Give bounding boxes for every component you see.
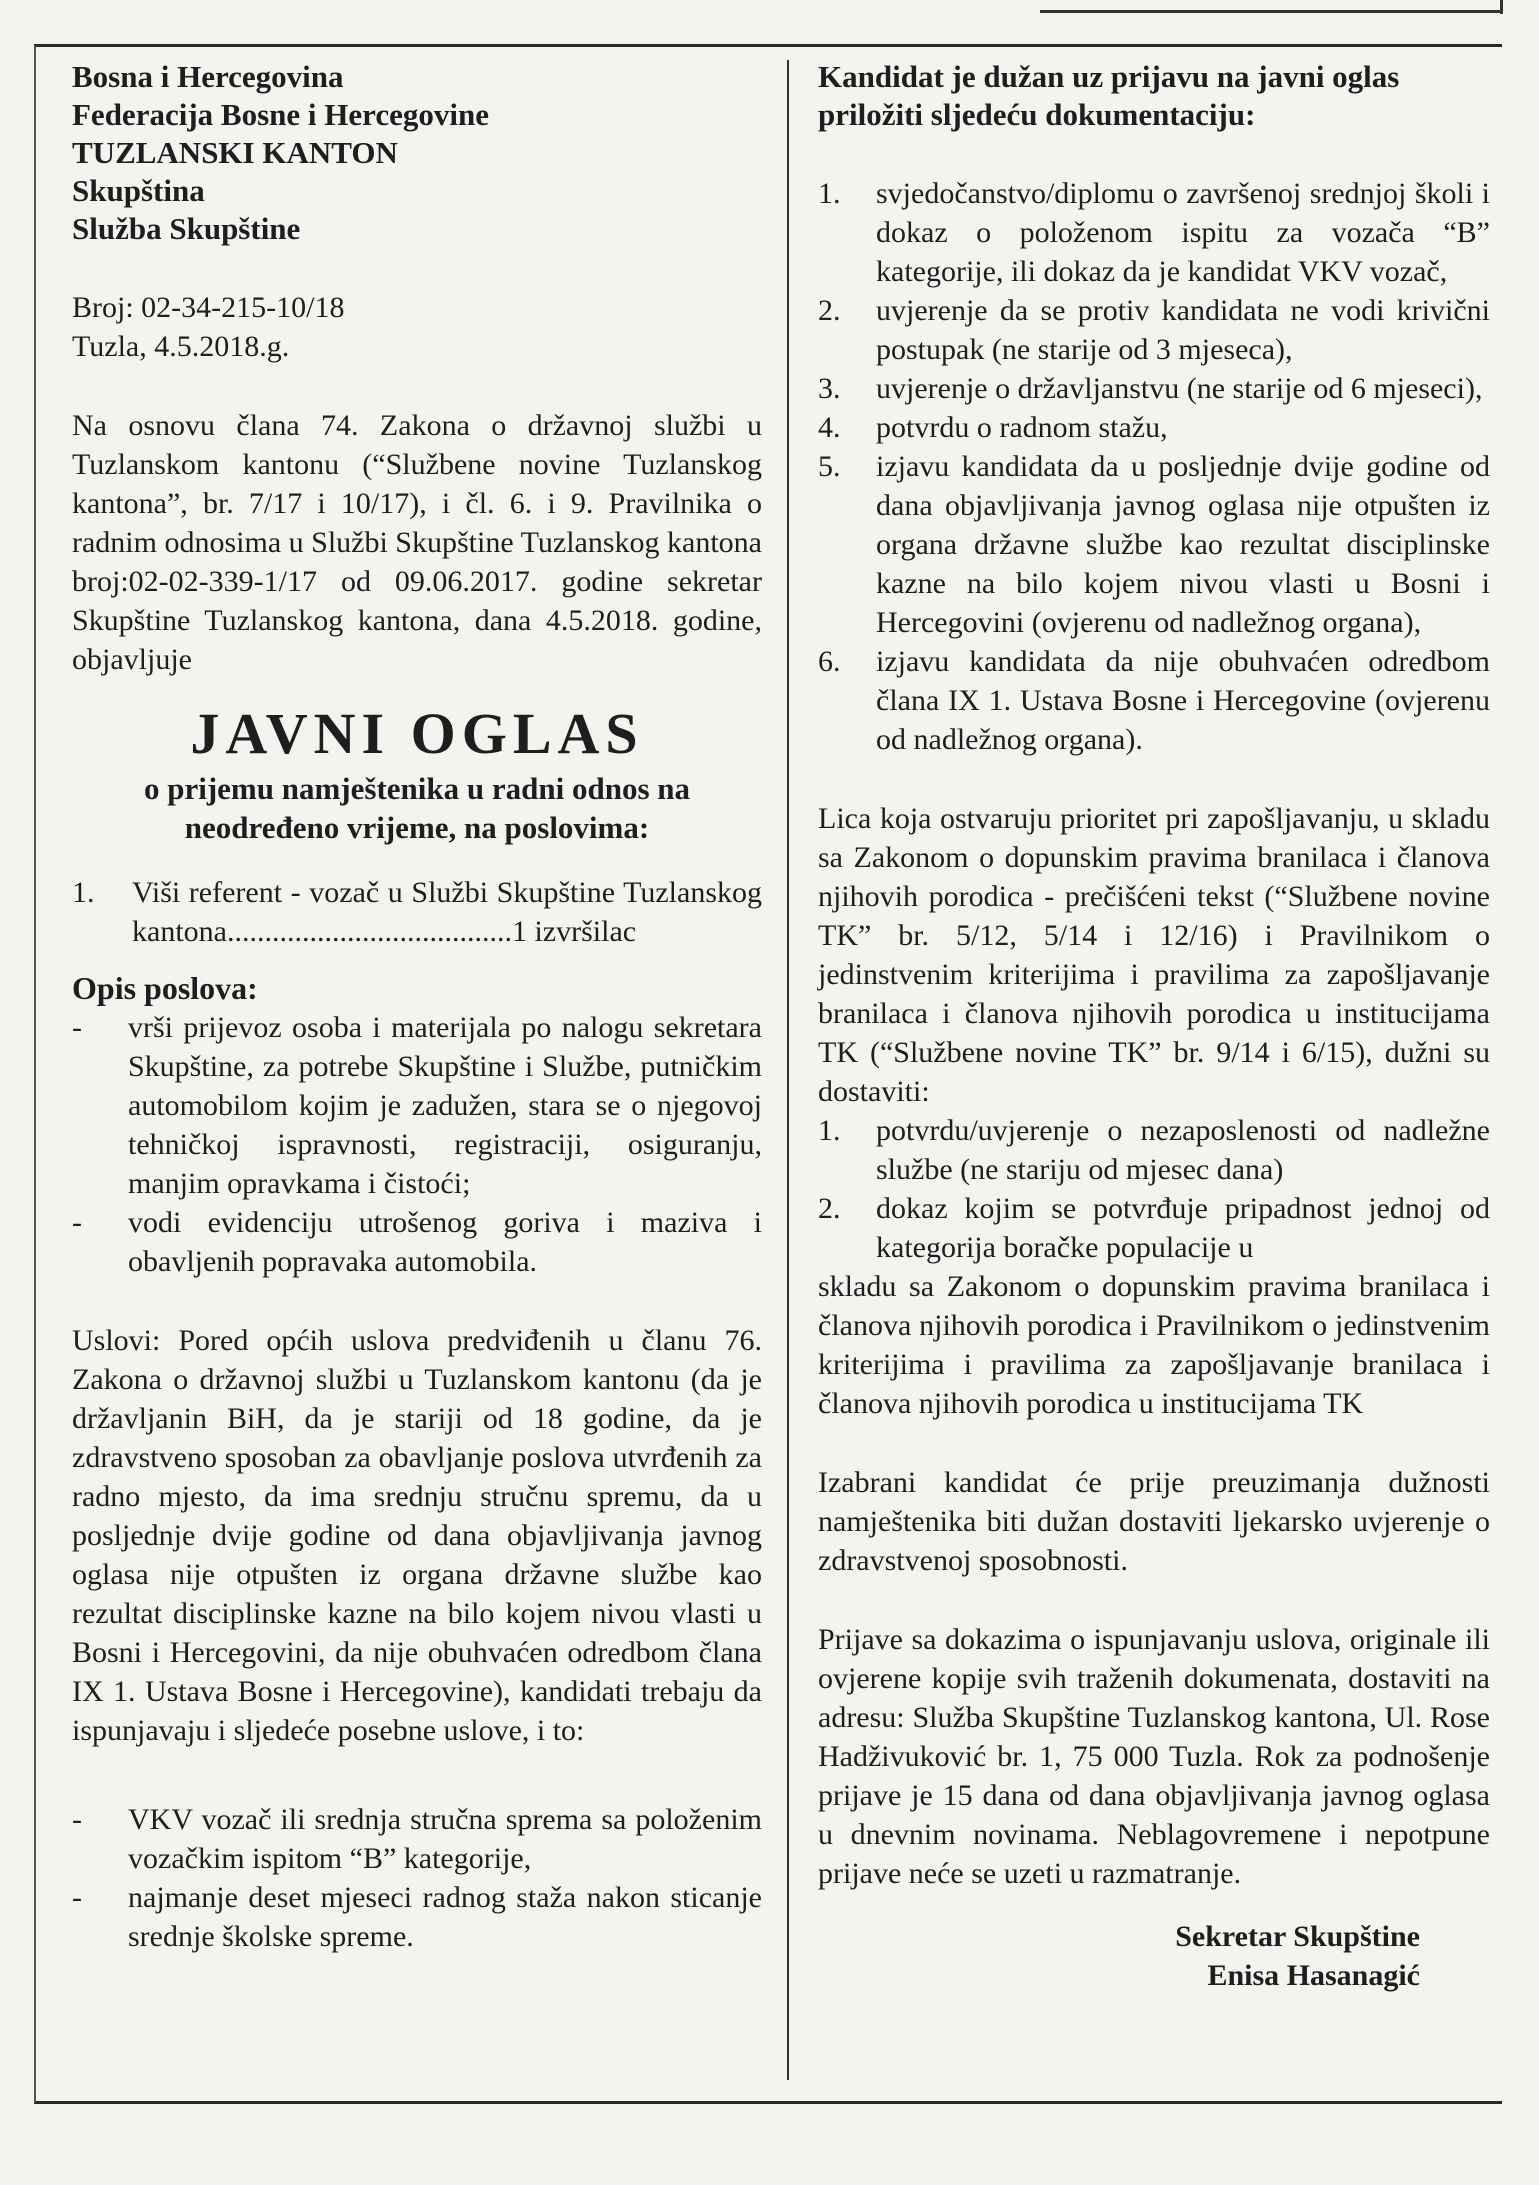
spacer <box>72 248 762 288</box>
position-item <box>72 873 762 951</box>
item-number: 6. <box>818 645 841 678</box>
item-number: 2. <box>818 294 841 327</box>
duty-item <box>72 1203 762 1281</box>
spacer <box>72 366 762 406</box>
conditions-paragraph: Uslovi: Pored općih uslova predviđenih u članu 76. Zakona o državnoj službi u Tuzlanskom kantonu (da je državljanin BiH, da je stariji od 18 godine, da je zdravstveno sposoban za obavljanje poslova utvrđenih za radno mjesto, da ima srednju stručnu spremu, da u posljednje dvije godine od dana objavljivanja javnog oglasa nije otpušten iz organa državne službe kao rezultat disciplinske kazne na bilo kojem nivou vlasti u Bosni i Hercegovini, da nije obuhvaćen odredbom člana IX 1. Ustava Bosne i Hercegovine), kandidati trebaju da ispunjavaju i sljedeće posebne uslove, i to: <box>72 1324 762 1747</box>
duty-item <box>72 1008 762 1203</box>
intro-paragraph: Na osnovu člana 74. Zakona o državnoj službi u Tuzlanskom kantonu (“Službene novine Tuzlanskog kantona”, br. 7/17 i 10/17), i čl. 6. i 9. Pravilnika o radnim odnosima u Službi Skupštine Tuzlanskog kantona broj:02-02-339-1/17 od 09.06.2017. godine sekretar Skupštine Tuzlanskog kantona, dana 4.5.2018. godine, objavljuje <box>72 409 762 676</box>
special-condition-item <box>72 1800 762 1878</box>
document-date: Tuzla, 4.5.2018.g. <box>72 330 290 363</box>
signature-name: Enisa Hasanagić <box>1207 1959 1420 1992</box>
notice-subtitle: o prijemu namještenika u radni odnos na neodređeno vrijeme, na poslovima: <box>143 771 691 845</box>
dash-bullet: - <box>72 1881 82 1914</box>
header-line: Služba Skupštine <box>72 211 301 246</box>
position-text: Viši referent - vozač u Službi Skupštine Tuzlanskog kantona......................................1 izvršilac <box>132 876 762 948</box>
document-item <box>818 447 1490 642</box>
institution-header <box>72 58 762 248</box>
column-divider <box>787 60 789 2080</box>
item-number: 1. <box>818 1114 841 1147</box>
duty-text: vrši prijevoz osoba i materijala po nalogu sekretara Skupštine, za potrebe Skupštine i Službe, putničkim automobilom kojim je zadužen, stara se o njegovoj tehničkoj ispravnosti, registraciji, osiguranju, manjim opravkama i čistoći; <box>128 1011 762 1200</box>
spacer <box>818 1423 1490 1463</box>
duty-text: vodi evidenciju utrošenog goriva i maziva i obavljenih popravaka automobila. <box>128 1206 762 1278</box>
left-column <box>72 58 762 1956</box>
header-line: Skupština <box>72 173 205 208</box>
position-number: 1. <box>72 876 95 909</box>
dash-bullet: - <box>72 1011 82 1044</box>
item-number: 4. <box>818 411 841 444</box>
special-condition-text: VKV vozač ili srednja stručna sprema sa položenim vozačkim ispitom “B” kategorije, <box>128 1803 762 1875</box>
notice-title: JAVNI OGLAS <box>190 701 644 766</box>
special-condition-item <box>72 1878 762 1956</box>
medical-certificate-paragraph: Izabrani kandidat će prije preuzimanja dužnosti namještenika biti dužan dostaviti ljekarsko uvjerenje o zdravstvenoj sposobnosti. <box>818 1466 1490 1577</box>
documents-heading: Kandidat je dužan uz prijavu na javni oglas priložiti sljedeću dokumentaciju: <box>818 59 1400 132</box>
document-number: Broj: 02-34-215-10/18 <box>72 291 345 324</box>
spacer <box>72 1750 762 1800</box>
item-text: uvjerenje o državljanstvu (ne starije od 6 mjeseci), <box>876 372 1483 405</box>
item-number: 5. <box>818 450 841 483</box>
priority-paragraph: Lica koja ostvaruju prioritet pri zapošljavanju, u skladu sa Zakonom o dopunskim pravima branilaca i članova njihovih porodica - prečišćeni tekst (“Službene novine TK” br. 5/12, 5/14 i 12/16) i Pravilnikom o jedinstvenim kriterijima i pravilima za zapošljavanje branilaca i članova njihovih porodica u institucijama TK (“Službene novine TK” br. 9/14 i 6/15), dužni su dostaviti: <box>818 802 1490 1108</box>
priority-item <box>818 1189 1490 1267</box>
dash-bullet: - <box>72 1803 82 1836</box>
spacer <box>818 1580 1490 1620</box>
applications-paragraph: Prijave sa dokazima o ispunjavanju uslova, originale ili ovjerene kopije svih traženih dokumenata, dostaviti na adresu: Služba Skupštine Tuzlanskog kantona, Ul. Rose Hadživuković br. 1, 75 000 Tuzla. Rok za podnošenje prijave je 15 dana od dana objavljivanja javnog oglasa u dnevnim novinama. Neblagovremene i nepotpune prijave neće se uzeti u razmatranje. <box>818 1623 1490 1890</box>
item-text: izjavu kandidata da u posljednje dvije godine od dana objavljivanja javnog oglasa nije otpušten iz organa državne službe kao rezultat disciplinske kazne na bilo kojem nivou vlasti u Bosni i Hercegovini (ovjerenu od nadležnog organa), <box>876 450 1490 639</box>
header-line: Bosna i Hercegovina <box>72 59 344 94</box>
item-text: potvrdu o radnom stažu, <box>876 411 1168 444</box>
item-text: svjedočanstvo/diplomu o završenoj srednjoj školi i dokaz o položenom ispitu za vozača “B” kategorije, ili dokaz da je kandidat VKV vozač, <box>876 177 1490 288</box>
item-number: 1. <box>818 177 841 210</box>
special-condition-text: najmanje deset mjeseci radnog staža nakon sticanje srednje školske spreme. <box>128 1881 762 1953</box>
item-number: 3. <box>818 372 841 405</box>
document-item <box>818 642 1490 759</box>
document-item <box>818 291 1490 369</box>
spacer <box>818 759 1490 799</box>
priority-continuation: skladu sa Zakonom o dopunskim pravima branilaca i članova njihovih porodica i Pravilnikom o jedinstvenim kriterijima i pravilima za zapošljavanje branilaca i članova njihovih porodica u institucijama TK <box>818 1270 1490 1420</box>
spacer <box>72 1281 762 1321</box>
duties-heading: Opis poslova: <box>72 970 258 1006</box>
item-text: potvrdu/uvjerenje o nezaposlenosti od nadležne službe (ne stariju od mjesec dana) <box>876 1114 1490 1186</box>
item-text: izjavu kandidata da nije obuhvaćen odredbom člana IX 1. Ustava Bosne i Hercegovine (ovjerenu od nadležnog organa). <box>876 645 1490 756</box>
header-line: TUZLANSKI KANTON <box>72 135 398 170</box>
signature-title: Sekretar Skupštine <box>1175 1920 1420 1953</box>
item-number: 2. <box>818 1192 841 1225</box>
spacer <box>72 847 762 873</box>
right-column <box>818 58 1490 1995</box>
document-item <box>818 174 1490 291</box>
item-text: uvjerenje da se protiv kandidata ne vodi krivični postupak (ne starije od 3 mjeseca), <box>876 294 1490 366</box>
document-item <box>818 369 1490 408</box>
item-text: dokaz kojim se potvrđuje pripadnost jednoj od kategorija boračke populacije u <box>876 1192 1490 1264</box>
signature-block <box>818 1917 1490 1995</box>
priority-item <box>818 1111 1490 1189</box>
dash-bullet: - <box>72 1206 82 1239</box>
header-line: Federacija Bosne i Hercegovine <box>72 97 489 132</box>
top-border-line <box>1040 10 1503 13</box>
document-item <box>818 408 1490 447</box>
